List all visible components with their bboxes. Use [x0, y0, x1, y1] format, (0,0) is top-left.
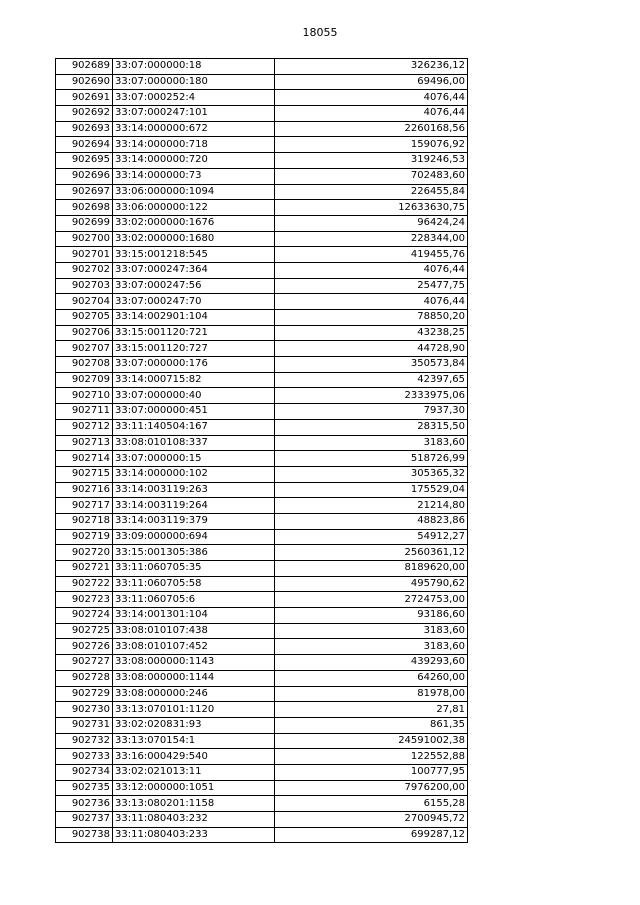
cadastral-value-cell: 78850,20 — [275, 310, 468, 326]
cadastral-value-cell: 702483,60 — [275, 168, 468, 184]
cadastral-value-cell: 6155,28 — [275, 796, 468, 812]
row-number-cell: 902732 — [56, 733, 113, 749]
cadastral-value-cell: 326236,12 — [275, 59, 468, 75]
cadastral-value-cell: 28315,50 — [275, 419, 468, 435]
cadastral-number-cell: 33:07:000000:176 — [113, 357, 275, 373]
cadastral-number-cell: 33:16:000429:540 — [113, 749, 275, 765]
cadastral-number-cell: 33:14:000000:718 — [113, 137, 275, 153]
table-row — [56, 388, 468, 404]
cadastral-number-cell: 33:14:003119:263 — [113, 482, 275, 498]
cadastral-number-cell: 33:12:000000:1051 — [113, 780, 275, 796]
table-row — [56, 184, 468, 200]
table-row — [56, 200, 468, 216]
cadastral-value-cell: 21214,80 — [275, 498, 468, 514]
row-number-cell: 902728 — [56, 670, 113, 686]
row-number-cell: 902689 — [56, 59, 113, 75]
cadastral-value-cell: 319246,53 — [275, 153, 468, 169]
cadastral-value-cell: 2560361,12 — [275, 545, 468, 561]
cadastral-value-cell: 44728,90 — [275, 341, 468, 357]
table-row — [56, 764, 468, 780]
cadastral-value-cell: 42397,65 — [275, 372, 468, 388]
row-number-cell: 902715 — [56, 466, 113, 482]
cadastral-number-cell: 33:14:000000:102 — [113, 466, 275, 482]
table-row — [56, 404, 468, 420]
row-number-cell: 902698 — [56, 200, 113, 216]
cadastral-value-cell: 81978,00 — [275, 686, 468, 702]
cadastral-number-cell: 33:14:003119:379 — [113, 513, 275, 529]
cadastral-number-cell: 33:14:000715:82 — [113, 372, 275, 388]
cadastral-number-cell: 33:14:000000:672 — [113, 121, 275, 137]
row-number-cell: 902696 — [56, 168, 113, 184]
cadastral-value-cell: 48823,86 — [275, 513, 468, 529]
row-number-cell: 902692 — [56, 106, 113, 122]
table-row — [56, 90, 468, 106]
cadastral-number-cell: 33:02:000000:1680 — [113, 231, 275, 247]
table-row — [56, 561, 468, 577]
table-row — [56, 608, 468, 624]
cadastral-number-cell: 33:07:000247:101 — [113, 106, 275, 122]
row-number-cell: 902700 — [56, 231, 113, 247]
row-number-cell: 902710 — [56, 388, 113, 404]
cadastral-number-cell: 33:07:000247:364 — [113, 262, 275, 278]
cadastral-number-cell: 33:07:000252:4 — [113, 90, 275, 106]
table-row — [56, 451, 468, 467]
cadastral-number-cell: 33:07:000000:18 — [113, 59, 275, 75]
row-number-cell: 902708 — [56, 357, 113, 373]
cadastral-number-cell: 33:06:000000:1094 — [113, 184, 275, 200]
table-row — [56, 623, 468, 639]
row-number-cell: 902707 — [56, 341, 113, 357]
table-row — [56, 702, 468, 718]
cadastral-value-cell: 8189620,00 — [275, 561, 468, 577]
row-number-cell: 902738 — [56, 827, 113, 843]
row-number-cell: 902735 — [56, 780, 113, 796]
row-number-cell: 902725 — [56, 623, 113, 639]
cadastral-number-cell: 33:11:140504:167 — [113, 419, 275, 435]
table-row — [56, 341, 468, 357]
cadastral-value-cell: 12633630,75 — [275, 200, 468, 216]
cadastral-value-cell: 159076,92 — [275, 137, 468, 153]
table-row — [56, 310, 468, 326]
cadastral-number-cell: 33:02:000000:1676 — [113, 215, 275, 231]
table-row — [56, 325, 468, 341]
row-number-cell: 902714 — [56, 451, 113, 467]
cadastral-value-cell: 25477,75 — [275, 278, 468, 294]
cadastral-number-cell: 33:08:000000:246 — [113, 686, 275, 702]
table-row — [56, 278, 468, 294]
cadastral-number-cell: 33:09:000000:694 — [113, 529, 275, 545]
cadastral-value-cell: 4076,44 — [275, 262, 468, 278]
cadastral-number-cell: 33:14:000000:73 — [113, 168, 275, 184]
table-row — [56, 466, 468, 482]
row-number-cell: 902734 — [56, 764, 113, 780]
cadastral-number-cell: 33:11:060705:35 — [113, 561, 275, 577]
table-row — [56, 655, 468, 671]
cadastral-value-cell: 93186,60 — [275, 608, 468, 624]
table-row — [56, 513, 468, 529]
row-number-cell: 902720 — [56, 545, 113, 561]
cadastral-number-cell: 33:07:000000:15 — [113, 451, 275, 467]
table-row — [56, 670, 468, 686]
cadastral-number-cell: 33:07:000247:70 — [113, 294, 275, 310]
cadastral-number-cell: 33:02:021013:11 — [113, 764, 275, 780]
cadastral-number-cell: 33:07:000000:40 — [113, 388, 275, 404]
cadastral-value-cell: 24591002,38 — [275, 733, 468, 749]
table-row — [56, 215, 468, 231]
cadastral-value-cell: 699287,12 — [275, 827, 468, 843]
table-row — [56, 74, 468, 90]
page-number: 18055 — [302, 26, 338, 39]
cadastral-value-cell: 861,35 — [275, 717, 468, 733]
table-row — [56, 168, 468, 184]
cadastral-number-cell: 33:11:080403:232 — [113, 812, 275, 828]
cadastral-value-cell: 518726,99 — [275, 451, 468, 467]
table-row — [56, 749, 468, 765]
cadastral-number-cell: 33:11:060705:6 — [113, 592, 275, 608]
row-number-cell: 902690 — [56, 74, 113, 90]
row-number-cell: 902726 — [56, 639, 113, 655]
table-row — [56, 121, 468, 137]
table-row — [56, 262, 468, 278]
table-row — [56, 59, 468, 75]
cadastral-value-cell: 2260168,56 — [275, 121, 468, 137]
row-number-cell: 902712 — [56, 419, 113, 435]
table-row — [56, 733, 468, 749]
row-number-cell: 902694 — [56, 137, 113, 153]
cadastral-number-cell: 33:15:001218:545 — [113, 247, 275, 263]
row-number-cell: 902716 — [56, 482, 113, 498]
cadastral-number-cell: 33:02:020831:93 — [113, 717, 275, 733]
table-row — [56, 686, 468, 702]
row-number-cell: 902709 — [56, 372, 113, 388]
cadastral-value-cell: 96424,24 — [275, 215, 468, 231]
cadastral-value-cell: 175529,04 — [275, 482, 468, 498]
row-number-cell: 902718 — [56, 513, 113, 529]
cadastral-value-cell: 2333975,06 — [275, 388, 468, 404]
cadastral-number-cell: 33:13:070101:1120 — [113, 702, 275, 718]
cadastral-value-cell: 419455,76 — [275, 247, 468, 263]
cadastral-value-cell: 43238,25 — [275, 325, 468, 341]
table-row — [56, 796, 468, 812]
row-number-cell: 902711 — [56, 404, 113, 420]
table-row — [56, 247, 468, 263]
cadastral-value-cell: 226455,84 — [275, 184, 468, 200]
cadastral-value-cell: 122552,88 — [275, 749, 468, 765]
table-row — [56, 812, 468, 828]
cadastral-number-cell: 33:06:000000:122 — [113, 200, 275, 216]
row-number-cell: 902699 — [56, 215, 113, 231]
row-number-cell: 902705 — [56, 310, 113, 326]
cadastral-value-cell: 3183,60 — [275, 639, 468, 655]
cadastral-number-cell: 33:14:001301:104 — [113, 608, 275, 624]
cadastral-value-cell: 439293,60 — [275, 655, 468, 671]
row-number-cell: 902702 — [56, 262, 113, 278]
cadastral-number-cell: 33:07:000000:180 — [113, 74, 275, 90]
table-row — [56, 545, 468, 561]
table-row — [56, 498, 468, 514]
row-number-cell: 902691 — [56, 90, 113, 106]
table-row — [56, 827, 468, 843]
cadastral-value-cell: 2724753,00 — [275, 592, 468, 608]
cadastral-number-cell: 33:15:001305:386 — [113, 545, 275, 561]
cadastral-value-cell: 2700945,72 — [275, 812, 468, 828]
cadastral-value-cell: 27,81 — [275, 702, 468, 718]
row-number-cell: 902733 — [56, 749, 113, 765]
cadastral-value-cell: 64260,00 — [275, 670, 468, 686]
table-row — [56, 294, 468, 310]
row-number-cell: 902721 — [56, 561, 113, 577]
row-number-cell: 902723 — [56, 592, 113, 608]
cadastral-number-cell: 33:07:000000:451 — [113, 404, 275, 420]
cadastral-value-cell: 3183,60 — [275, 623, 468, 639]
cadastral-number-cell: 33:15:001120:721 — [113, 325, 275, 341]
cadastral-number-cell: 33:13:070154:1 — [113, 733, 275, 749]
row-number-cell: 902736 — [56, 796, 113, 812]
cadastral-number-cell: 33:11:060705:58 — [113, 576, 275, 592]
cadastral-value-cell: 228344,00 — [275, 231, 468, 247]
row-number-cell: 902717 — [56, 498, 113, 514]
table-row — [56, 717, 468, 733]
table-row — [56, 137, 468, 153]
cadastral-number-cell: 33:08:000000:1143 — [113, 655, 275, 671]
cadastral-number-cell: 33:13:080201:1158 — [113, 796, 275, 812]
cadastral-number-cell: 33:14:000000:720 — [113, 153, 275, 169]
table-row — [56, 529, 468, 545]
cadastral-value-cell: 69496,00 — [275, 74, 468, 90]
table-row — [56, 780, 468, 796]
table-body — [56, 59, 468, 843]
row-number-cell: 902697 — [56, 184, 113, 200]
cadastral-number-cell: 33:08:010108:337 — [113, 435, 275, 451]
table-row — [56, 592, 468, 608]
table-row — [56, 231, 468, 247]
cadastral-value-cell: 4076,44 — [275, 294, 468, 310]
cadastral-number-cell: 33:14:003119:264 — [113, 498, 275, 514]
cadastral-number-cell: 33:11:080403:233 — [113, 827, 275, 843]
cadastral-value-cell: 54912,27 — [275, 529, 468, 545]
cadastral-value-cell: 4076,44 — [275, 106, 468, 122]
cadastral-value-cell: 3183,60 — [275, 435, 468, 451]
cadastral-number-cell: 33:08:000000:1144 — [113, 670, 275, 686]
cadastral-number-cell: 33:15:001120:727 — [113, 341, 275, 357]
row-number-cell: 902713 — [56, 435, 113, 451]
cadastral-value-cell: 4076,44 — [275, 90, 468, 106]
row-number-cell: 902737 — [56, 812, 113, 828]
cadastral-value-cell: 305365,32 — [275, 466, 468, 482]
cadastral-value-cell: 350573,84 — [275, 357, 468, 373]
row-number-cell: 902727 — [56, 655, 113, 671]
row-number-cell: 902695 — [56, 153, 113, 169]
cadastral-number-cell: 33:14:002901:104 — [113, 310, 275, 326]
row-number-cell: 902730 — [56, 702, 113, 718]
row-number-cell: 902722 — [56, 576, 113, 592]
table-row — [56, 435, 468, 451]
row-number-cell: 902706 — [56, 325, 113, 341]
cadastral-number-cell: 33:08:010107:438 — [113, 623, 275, 639]
table-row — [56, 106, 468, 122]
cadastral-value-cell: 100777,95 — [275, 764, 468, 780]
cadastral-value-cell: 495790,62 — [275, 576, 468, 592]
row-number-cell: 902729 — [56, 686, 113, 702]
row-number-cell: 902701 — [56, 247, 113, 263]
row-number-cell: 902703 — [56, 278, 113, 294]
table-row — [56, 639, 468, 655]
cadastral-value-cell: 7937,30 — [275, 404, 468, 420]
table-row — [56, 419, 468, 435]
cadastral-number-cell: 33:08:010107:452 — [113, 639, 275, 655]
row-number-cell: 902724 — [56, 608, 113, 624]
row-number-cell: 902704 — [56, 294, 113, 310]
row-number-cell: 902731 — [56, 717, 113, 733]
cadastral-value-cell: 7976200,00 — [275, 780, 468, 796]
cadastral-number-cell: 33:07:000247:56 — [113, 278, 275, 294]
table-row — [56, 357, 468, 373]
row-number-cell: 902719 — [56, 529, 113, 545]
table-row — [56, 153, 468, 169]
table-row — [56, 482, 468, 498]
cadastral-value-table — [55, 58, 468, 843]
table-row — [56, 372, 468, 388]
row-number-cell: 902693 — [56, 121, 113, 137]
table-row — [56, 576, 468, 592]
